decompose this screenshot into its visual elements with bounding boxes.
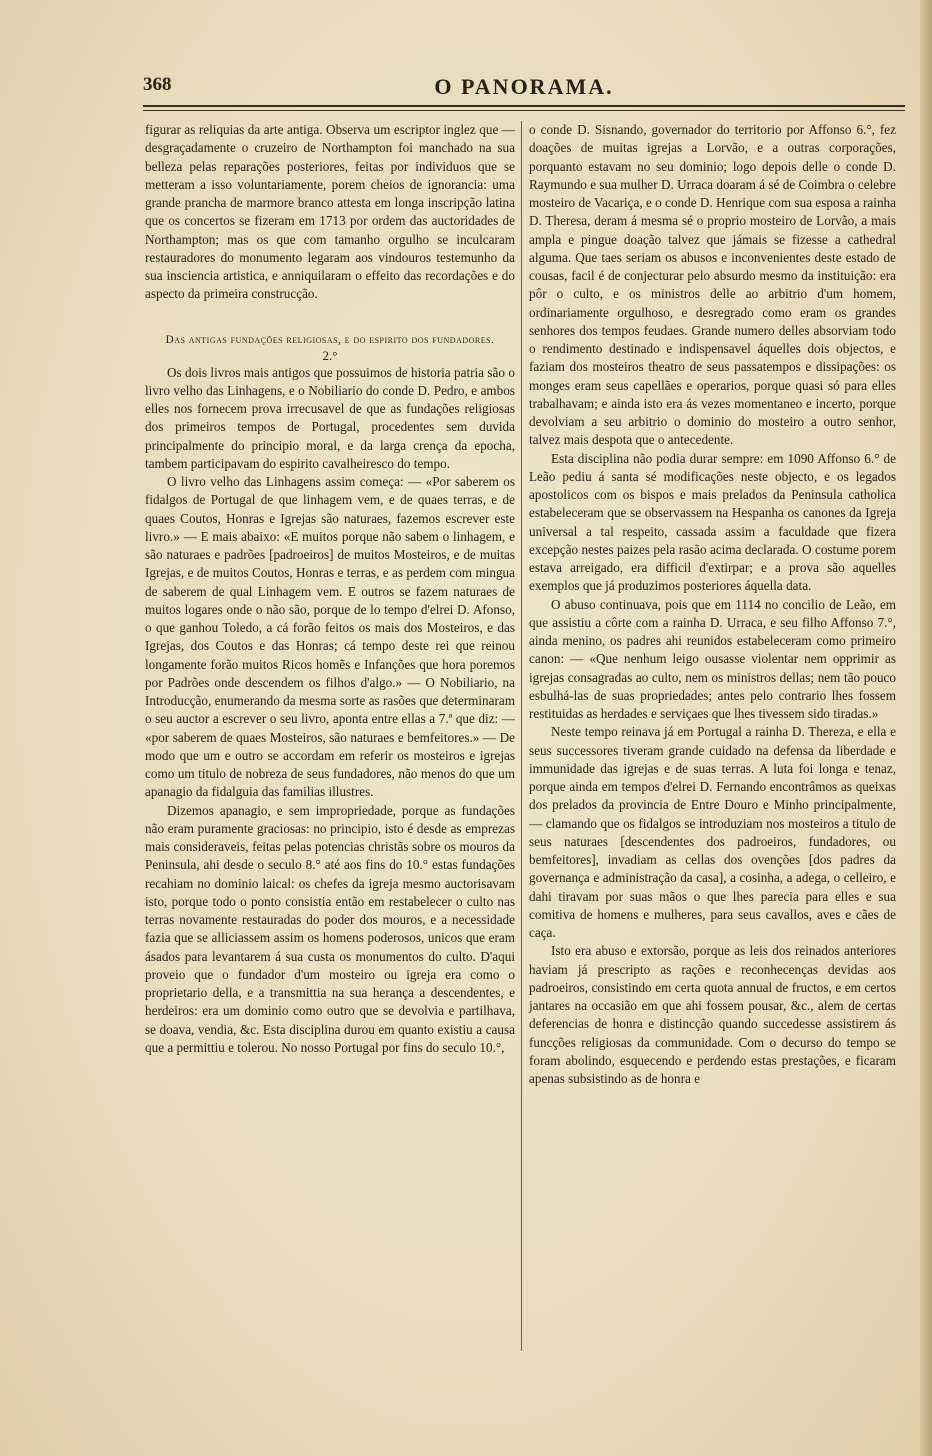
column-separator: [521, 121, 522, 1351]
paragraph: Os dois livros mais antigos que possuimos de historia patria são o livro velho das Linhagens, e o Nobiliario do conde D. Pedro, e ambos elles nos fornecem prova irrecusavel de que as fundações religiosas dos primeiros tempos de Portugal, procedentes sem duvida principalmente do principio moral, e da larga crença da epocha, tambem participavam do espirito cavalheiresco do tempo.: [145, 364, 515, 471]
paragraph: O livro velho das Linhagens assim começa: — «Por saberem os fidalgos de Portugal de que linhagem vem, e de quaes terras, e de quaes Coutos, Honras e Igrejas são naturaes, fazemos escrever este livro.» — E mais abaixo: «E muitos porque não sabem o linhagem, e são naturaes e padrões [padroeiros] de muitos Mosteiros, e de muitas Igrejas, e de muitos Coutos, Honras e terras, e as perdem com mingua de saberem de qual Linhagem vem. E outros se fazem naturaes de muitos logares onde o não são, porque de lo tempo d'elrei D. Afonso, o que ganhou Toledo, a cá forão feitos os mais dos Mosteiros, e das Igrejas, dos Coutos e das Honras; cá tempo deste rei que reinou longamente forão muitos Ricos homẽs e Infanções que hora poremos por Padrões onde descendem os filhos d'algo.» — O Nobiliario, na Introducção, enumerando da mesma sorte as rasões que determinaram o seu auctor a escrever o seu livro, aponta entre ellas a 7.ª que diz: — «por saberem de quaes Mosteiros, são naturaes e bemfeitores.» — De modo que um e outro se accordam em referir os mosteiros e igrejas como um titulo de nobreza de seus fundadores, não menos do que um apanagio da fidalguia das familias illustres.: [145, 474, 515, 800]
page-edge: [920, 0, 932, 1456]
left-column: [145, 121, 515, 1057]
page-header: [143, 74, 905, 104]
paragraph: Dizemos apanagio, e sem impropriedade, porque as fundações não eram puramente graciosas: no principio, isto é desde as emprezas mais consideraveis, feitas pelas potencias christãs sobre os mouros da Peninsula, ahi desde o seculo 8.° até aos fins do 10.° estas fundações recahiam no dominio laical: os chefes da igreja mesmo auctorisavam isto, porque todo o ponto consistia então em restabelecer o culto nas terras novamente restauradas do poder dos mouros, e a necessidade fazia que se alliciassem assim os homens poderosos, unicos que eram ásados para levantarem á sua custa os monumentos do culto. D'aqui proveio que o fundador d'um mosteiro ou igreja era como o proprietario della, e a transmittia na sua herança a descendentes, e herdeiros: era um dominio como outro que se devolvia e partilhava, se doava, vendia, &c. Esta disciplina durou em quanto existiu a causa que a permittiu e tolerou. No nosso Portugal por fins do seculo 10.°,: [145, 802, 515, 1055]
paragraph: Neste tempo reinava já em Portugal a rainha D. Thereza, e ella e seus successores tiveram grande cuidado na defensa da liberdade e immunidade das igrejas e de suas terras. A luta foi longa e tenaz, porque ainda em tempos d'elrei D. Fernando encontrâmos as queixas dos prelados da provincia de Entre Douro e Minho principalmente, — clamando que os fidalgos se introduziam nos mosteiros a titulo de seus naturaes [descendentes dos padroeiros, fundadores, ou bemfeitores], invadiam as cellas dos ovenções [dos padres da governança e administração da casa], a cosinha, a adega, o celleiro, e dahi tiravam por suas mãos o que lhes parecia para elles e sua comitiva de homens e mulheres, para seus cavallos, aves e cães de caça.: [529, 724, 896, 940]
header-rule: [143, 105, 905, 111]
paragraph: Esta disciplina não podia durar sempre: em 1090 Affonso 6.° de Leão pediu á santa sé modificações neste objecto, e os legados apostolicos com os bispos e mais prelados da Peninsula catholica estabeleceram que se observassem na Hespanha os canones da Igreja universal a tal respeito, cassada assim a faculdade que fizera excepção nestes paizes pela rasão acima declarada. O costume porem estava arreigado, era difficil d'extirpar; e a prova são aquelles exemplos que já produzimos posteriores áquella data.: [529, 450, 896, 594]
section-heading: Das antigas fundações religiosas, e do espirito dos fundadores.: [165, 333, 495, 346]
right-column: [529, 121, 896, 1088]
publication-title: O PANORAMA.: [434, 74, 614, 99]
section-number: 2.°: [322, 347, 338, 363]
paragraph: O abuso continuava, pois que em 1114 no concilio de Leão, em que assistiu a côrte com a rainha D. Urraca, e seu filho Affonso 7.°, ainda menino, os padres ahi reunidos estabeleceram como primeiro canon: — «Que nenhum leigo ousasse violentar nem opprimir as igrejas consagradas ao culto, nem os ministros dellas; nem tão pouco esbulhá-las de suas propriedades; antes pelo contrario lhes fossem restituidas as herdades e serviçaes que lhes tivessem sido tiradas.»: [529, 596, 896, 721]
paragraph: o conde D. Sisnando, governador do territorio por Affonso 6.°, fez doações de muitas igrejas a Lorvão, e a outras corporações, porquanto estavam no seu dominio; logo depois delle o conde D. Raymundo e sua mulher D. Urraca doaram á sé de Coimbra o celebre mosteiro de Vacariça, e o conde D. Henrique com sua esposa a rainha D. Theresa, deram á mesma sé o proprio mosteiro de Lorvão, a mais ampla e pingue doação talvez que jámais se fizesse a cathedral alguma. Que taes seriam os abusos e inconvenientes deste estado de cousas, facil é de conjecturar pelo absurdo mesmo da instituição: era pôr o culto, e os ministros delle ao arbitrio d'um homem, ordinariamente orgulhoso, e desregrado como eram os grandes senhores dos tempos feudaes. Grande numero delles absorviam todo o rendimento destinado e indispensavel áquelles dois objectos, e faziam dos mosteiros theatro de seus passatempos e dissipações: os monges eram seus capellães e operarios, porque quasi só para elles trabalhavam; e ainda isto era ás vezes momentaneo e incerto, porque devolviam a seu arbitrio o dominio do mosteiro a outro senhor, talvez mais despota que o antecedente.: [529, 122, 896, 448]
intro-paragraph: figurar as reliquias da arte antiga. Observa um escriptor inglez que — desgraçadamente o cruzeiro de Northampton foi manchado na sua belleza pelas reparações posteriores, feitas por individuos que se metteram a isso voluntariamente, porem cheios de ignorancia: uma grande prancha de marmore branco attesta em longa inscripção latina que os concertos se fizeram em 1713 por ordem das auctoridades de Northampton; mas os que com tamanho orgulho se inculcaram restauradores do monumento legaram aos vindouros testemunho da sua insciencia artistica, e anniquilaram o effeito das recordações e do aspecto da primeira construcção.: [145, 122, 515, 302]
paragraph: Isto era abuso e extorsão, porque as leis dos reinados anteriores haviam já prescripto as rações e reconhecenças devidas aos padroeiros, consistindo em certa quota annual de fructos, e em certos jantares na occasião em que ahi fossem pousar, &c., alem de certas deferencias de honra e distincção quando succedesse assistirem ás funcções religiosas da communidade. Com o decurso do tempo se foram abolindo, esquecendo e perdendo estas prestações, e ficaram apenas subsistindo as de honra e: [529, 943, 896, 1086]
page-number: 368: [143, 74, 172, 95]
